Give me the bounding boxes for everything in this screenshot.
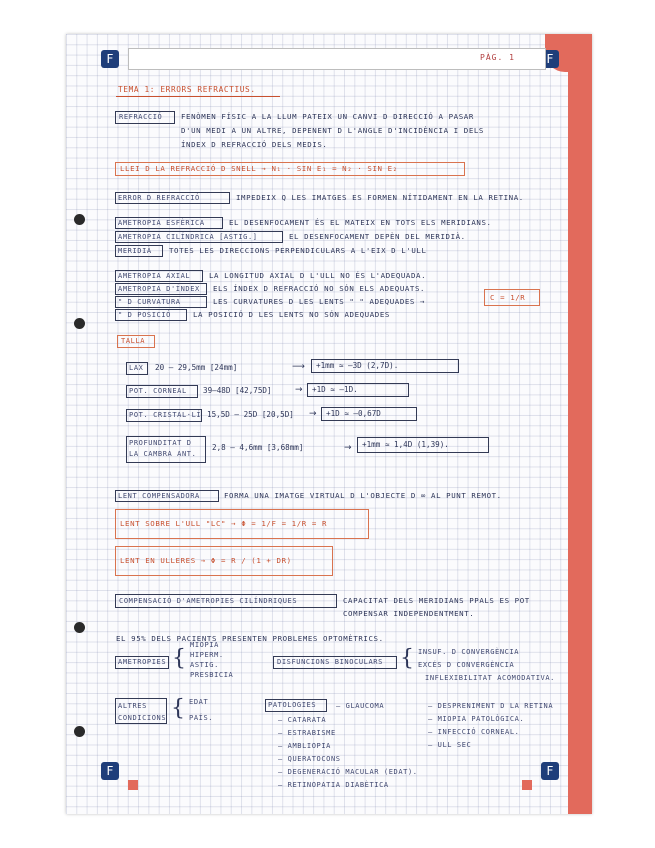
term-ametropies: AMETROPIES: [118, 658, 167, 666]
term-curvatura: " D CURVATURA: [118, 298, 181, 306]
ametropia-item: PRESBICIA: [190, 671, 234, 679]
definition-line: EL DESENFOCAMENT DEPÈN DEL MERIDIÀ.: [289, 232, 466, 241]
arrow-icon: →: [295, 385, 303, 395]
definition-line: EL DESENFOCAMENT ÉS EL MATEIX EN TOTS ELS MERIDIANS.: [229, 218, 492, 227]
brand-logo-icon: F: [541, 50, 559, 68]
ametropia-item: ASTIG.: [190, 661, 219, 669]
definition-line: LA LONGITUD AXIAL D L'ULL NO ÉS L'ADEQUADA.: [209, 271, 427, 280]
definition-line: TOTES LES DIRECCIONS PERPENDICULARS A L'EIX D L'ULL: [169, 246, 427, 255]
condicio-item: PAÍS.: [189, 714, 214, 722]
patologia-item: – DEGENERACIÓ MACULAR (EDAT).: [278, 768, 418, 776]
title-underline: [116, 96, 280, 97]
patologia-item: – AMBLIOPIA: [278, 742, 331, 750]
section-talla: TALLA: [121, 337, 146, 345]
binder-hole: [74, 622, 85, 633]
lent-ulleres-formula: LENT EN ULLERES → Φ = R / (1 + DR): [120, 556, 292, 565]
talla-label: PROFUNDITAT D LA CAMBRA ANT.: [129, 439, 197, 458]
talla-range: 2,8 – 4,6mm [3,68mm]: [212, 443, 304, 452]
brace-icon: {: [172, 646, 186, 671]
brand-logo-icon: F: [101, 762, 119, 780]
patologia-item: – DESPRENIMENT D LA RETINA: [428, 702, 554, 710]
arrow-icon: ⟶: [292, 362, 305, 372]
notebook-page: [66, 34, 592, 814]
term-axial: AMETROPIA AXIAL: [118, 272, 191, 280]
patologia-item: – MIOPIA PATOLÒGICA.: [428, 715, 525, 723]
talla-result: +1mm ≃ 1,4D (1,39).: [362, 440, 449, 449]
term-compensacio: COMPENSACIÓ D'AMETROPIES CILÍNDRIQUES: [119, 597, 298, 605]
ametropia-item: HIPERM.: [190, 651, 224, 659]
arrow-icon: →: [344, 443, 352, 453]
page-number: PÀG. 1: [480, 53, 515, 62]
definition-line: FENÒMEN FÍSIC A LA LLUM PATEIX UN CANVI D DIRECCIÓ A PASAR: [181, 112, 474, 121]
talla-range: 15,5D – 25D [20,5D]: [207, 410, 294, 419]
lent-sobre-ull-formula: LENT SOBRE L'ULL "LC" → Φ = 1/F = 1/R = R: [120, 519, 328, 528]
talla-result: +1D ≃ –1D.: [312, 385, 358, 394]
binder-hole: [74, 318, 85, 329]
term-meridia: MERIDIÀ: [118, 247, 152, 255]
definition-line: COMPENSAR INDEPENDENTMENT.: [343, 609, 475, 618]
disfuncio-item: INSUF. D CONVERGÈNCIA: [418, 648, 520, 656]
definition-line: LA POSICIÓ D LES LENTS NO SÓN ADEQUADES: [193, 310, 390, 319]
talla-result: +1mm ≃ –3D (2,7D).: [316, 361, 399, 370]
patologia-item: – RETINOPATIA DIABÈTICA: [278, 781, 389, 789]
term-altres: ALTRES CONDICIONS: [118, 702, 167, 722]
definition-line: D'UN MEDI A UN ALTRE, DEPENENT D L'ANGLE D'INCIDÈNCIA I DELS: [181, 126, 484, 135]
brace-icon: {: [171, 696, 185, 721]
condicio-item: EDAT: [189, 698, 209, 706]
ametropia-item: MIOPIA: [190, 641, 219, 649]
arrow-icon: →: [309, 409, 317, 419]
statistics-line: EL 95% DELS PACIENTS PRESENTEN PROBLEMES OPTOMÈTRICS.: [116, 634, 384, 643]
term-index: AMETROPIA D'ÍNDEX: [118, 285, 200, 293]
term-error: ERROR D REFRACCIÓ: [118, 194, 200, 202]
topic-title: TEMA 1: ERRORS REFRACTIUS.: [118, 85, 256, 94]
talla-label: POT. CORNEAL: [129, 387, 187, 395]
talla-range: 39–48D [42,75D]: [203, 386, 272, 395]
patologia-item: – QUERATOCONS: [278, 755, 341, 763]
definition-line: IMPEDEIX Q LES IMATGES ES FORMEN NÍTIDAMENT EN LA RETINA.: [236, 193, 524, 202]
term-refraccio: REFRACCIÓ: [119, 113, 163, 121]
definition-line: ÍNDEX D REFRACCIÓ DELS MEDIS.: [181, 140, 328, 149]
brand-logo-icon: F: [541, 762, 559, 780]
talla-label: LAX: [129, 364, 144, 372]
color-swatch: [128, 780, 138, 790]
curvature-formula: C = 1/R: [490, 293, 526, 302]
talla-label: POT. CRISTAL·LÍ: [129, 411, 202, 419]
patologia-item: – ESTRABISME: [278, 729, 336, 737]
talla-range: 20 – 29,5mm [24mm]: [155, 363, 238, 372]
definition-line: FORMA UNA IMATGE VIRTUAL D L'OBJECTE D ∞ AL PUNT REMOT.: [224, 491, 502, 500]
disfuncio-item: INFLEXIBILITAT ACOMODATIVA.: [425, 674, 555, 682]
term-patologies: PATOLOGIES: [268, 701, 317, 709]
brace-icon: {: [400, 646, 414, 671]
snell-law: LLEI D LA REFRACCIÓ D SNELL → N₁ · SIN Ε₁ = N₂ · SIN Ε₂: [120, 164, 398, 173]
patologia-item: – GLAUCOMA: [336, 702, 385, 710]
brand-logo-icon: F: [101, 50, 119, 68]
talla-result: +1D ≃ –0,67D: [326, 409, 381, 418]
page-edge-strip: [568, 34, 592, 814]
term-lent-compensadora: LENT COMPENSADORA: [118, 492, 200, 500]
color-swatch: [522, 780, 532, 790]
term-disfuncions: DISFUNCIONS BINOCULARS: [277, 658, 383, 666]
definition-line: LES CURVATURES D LES LENTS " " ADEQUADES →: [213, 297, 426, 306]
term-ametropia-cilindrica: AMETROPIA CILÍNDRICA [ASTIG.]: [118, 233, 258, 241]
term-posicio: " D POSICIÓ: [118, 311, 171, 319]
definition-line: ELS ÍNDEX D REFRACCIÓ NO SÓN ELS ADEQUATS.: [213, 284, 426, 293]
patologia-item: – INFECCIÓ CORNEAL.: [428, 728, 520, 736]
binder-hole: [74, 726, 85, 737]
patologia-item: – ULL SEC: [428, 741, 472, 749]
patologia-item: – CATARATA: [278, 716, 327, 724]
term-ametropia-esferica: AMETROPIA ESFÈRICA: [118, 219, 205, 227]
binder-hole: [74, 214, 85, 225]
disfuncio-item: EXCÉS D CONVERGÈNCIA: [418, 661, 515, 669]
definition-line: CAPACITAT DELS MERIDIANS PPALS ES POT: [343, 596, 530, 605]
